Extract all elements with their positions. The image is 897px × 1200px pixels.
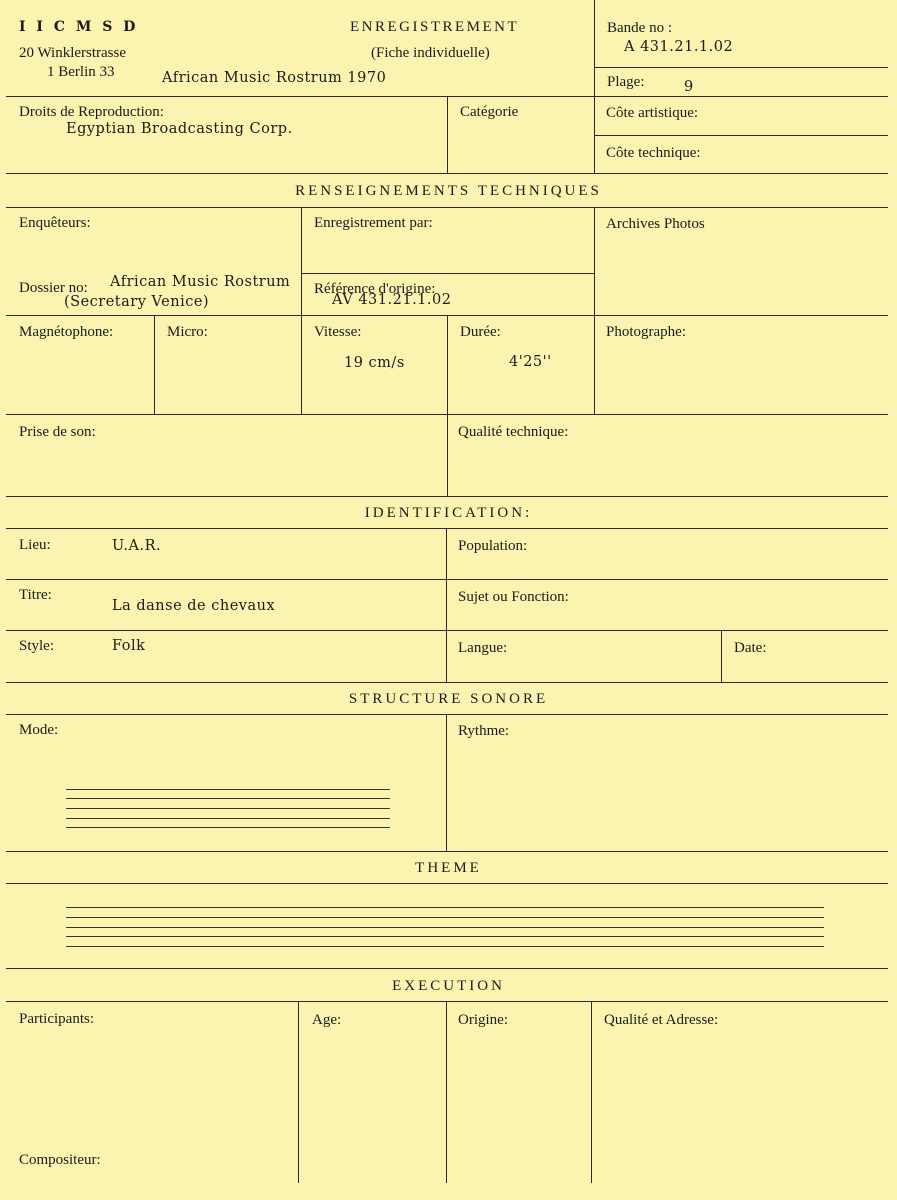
age-label: Age:	[312, 1012, 342, 1028]
rule-structure-mid	[446, 714, 447, 851]
rule-vitesse-left	[301, 315, 302, 414]
rule-identification-mid	[446, 528, 447, 682]
rule-style-bottom	[6, 682, 888, 683]
langue-label: Langue:	[458, 640, 508, 656]
rule-theme-bottom	[6, 968, 888, 969]
institute-logo: I I C M S D	[19, 19, 139, 35]
theme-staff-line-5	[66, 946, 824, 947]
rule-rights-vertical-1	[447, 96, 448, 173]
vitesse-label: Vitesse:	[314, 324, 362, 340]
theme-staff-line-3	[66, 927, 824, 928]
rule-cote-divider	[594, 135, 888, 136]
rythme-label: Rythme:	[458, 723, 510, 739]
enregistrement-par-label: Enregistrement par:	[314, 215, 433, 231]
vitesse-value: 19 cm/s	[344, 355, 405, 371]
compositeur-label: Compositeur:	[19, 1152, 101, 1168]
rule-duree-left	[447, 315, 448, 414]
identification-section-title: IDENTIFICATION:	[364, 505, 533, 521]
dossier-value: African Music Rostrum	[110, 274, 291, 290]
population-label: Population:	[458, 538, 528, 554]
style-label: Style:	[19, 638, 55, 654]
rule-qualite-left	[447, 414, 448, 496]
rule-micro-left	[154, 315, 155, 414]
sujet-label: Sujet ou Fonction:	[458, 589, 569, 605]
rule-theme-title-bottom	[6, 883, 888, 884]
mode-staff-line-2	[66, 798, 390, 799]
lieu-label: Lieu:	[19, 537, 51, 553]
micro-label: Micro:	[167, 324, 208, 340]
lieu-value: U.A.R.	[112, 538, 162, 554]
rule-prise-bottom	[6, 496, 888, 497]
droits-label: Droits de Reproduction:	[19, 104, 164, 120]
titre-value: La danse de chevaux	[112, 598, 276, 614]
qualite-technique-label: Qualité technique:	[458, 424, 569, 440]
style-value: Folk	[112, 638, 146, 654]
rule-rights-bottom	[6, 173, 888, 174]
prise-de-son-label: Prise de son:	[19, 424, 96, 440]
address-line-1: 20 Winklerstrasse	[19, 45, 127, 61]
rule-mode-bottom	[6, 851, 888, 852]
mode-staff-line-4	[66, 818, 390, 819]
theme-section-title: THEME	[415, 860, 482, 876]
reference-value: AV 431.21.1.02	[332, 292, 452, 308]
rule-header-vertical	[594, 0, 595, 96]
dossier-label: Dossier no:	[19, 280, 88, 296]
droits-value: Egyptian Broadcasting Corp.	[66, 121, 293, 137]
rule-enregistrement-left	[301, 207, 302, 315]
form-subtitle: (Fiche individuelle)	[371, 45, 490, 61]
rule-technical-title-bottom	[6, 207, 888, 208]
bande-value: A 431.21.1.02	[624, 39, 734, 55]
execution-section-title: EXECUTION	[392, 978, 505, 994]
plage-label: Plage:	[607, 74, 645, 90]
theme-staff-line-2	[66, 917, 824, 918]
rule-rights-vertical-2	[594, 96, 595, 173]
enqueteurs-label: Enquêteurs:	[19, 215, 91, 231]
rule-archives-left	[594, 207, 595, 315]
bande-label: Bande no :	[607, 20, 672, 36]
rule-age-left	[298, 1001, 299, 1183]
rule-origine-left	[446, 1001, 447, 1183]
rule-qualite-adresse-left	[591, 1001, 592, 1183]
reference-label: Référence d'origine:	[314, 281, 436, 297]
photographe-label: Photographe:	[606, 324, 686, 340]
cote-artistique-label: Côte artistique:	[606, 105, 699, 121]
structure-section-title: STRUCTURE SONORE	[348, 691, 549, 707]
mode-label: Mode:	[19, 722, 59, 738]
date-label: Date:	[734, 640, 767, 656]
theme-staff-line-4	[66, 936, 824, 937]
mode-staff-line-1	[66, 789, 390, 790]
rule-plage-top	[594, 67, 888, 68]
theme-staff-line-1	[66, 907, 824, 908]
rule-reference-top	[301, 273, 594, 274]
origine-label: Origine:	[458, 1012, 508, 1028]
duree-value: 4'25''	[509, 354, 552, 370]
plage-value: 9	[684, 79, 694, 95]
participants-label: Participants:	[19, 1011, 94, 1027]
magnetophone-label: Magnétophone:	[19, 324, 114, 340]
project-name: African Music Rostrum 1970	[162, 70, 387, 86]
mode-staff-line-5	[66, 827, 390, 828]
archives-photos-label: Archives Photos	[606, 216, 705, 232]
rule-date-left	[721, 630, 722, 682]
rule-photographe-left	[594, 315, 595, 414]
duree-label: Durée:	[460, 324, 501, 340]
categorie-label: Catégorie	[460, 104, 519, 120]
technical-section-title: RENSEIGNEMENTS TECHNIQUES	[295, 183, 602, 199]
mode-staff-line-3	[66, 808, 390, 809]
form-title: ENREGISTREMENT	[350, 19, 520, 35]
qualite-adresse-label: Qualité et Adresse:	[604, 1012, 719, 1028]
dossier-value-secondary: (Secretary Venice)	[64, 294, 210, 310]
address-line-2: 1 Berlin 33	[47, 64, 115, 80]
cote-technique-label: Côte technique:	[606, 145, 701, 161]
titre-label: Titre:	[19, 587, 52, 603]
